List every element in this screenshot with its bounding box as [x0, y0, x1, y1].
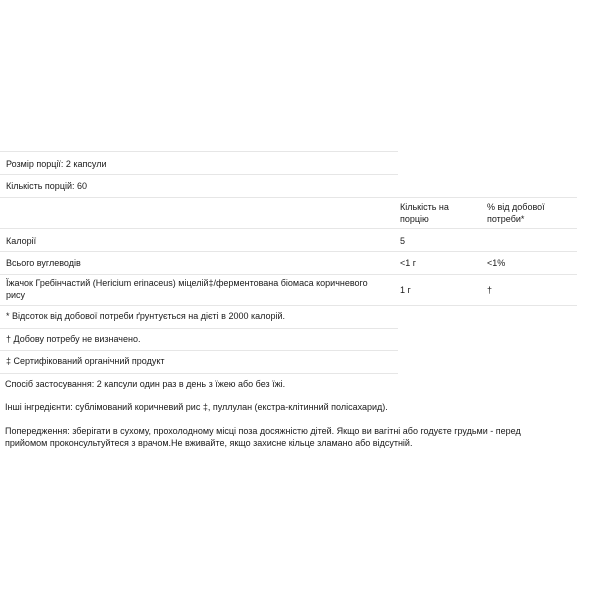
- nutrient-amount: 5: [400, 236, 406, 246]
- servings-count-row: [0, 174, 577, 198]
- footnote-row: [0, 351, 398, 374]
- footnote-row: [0, 329, 398, 351]
- nutrient-row: [0, 229, 577, 252]
- nutrient-amount: 1 г: [400, 285, 411, 295]
- nutrient-name: Їжачок Гребінчастий (Hericium erinaceus) міцелій‡/ферментована біомаса коричневого рису: [6, 278, 368, 300]
- usage-text: Спосіб застосування: 2 капсули один раз в день з їжею або без їжі.: [5, 379, 286, 389]
- facts-header-row: [0, 198, 577, 229]
- nutrient-name: Всього вуглеводів: [6, 258, 81, 268]
- footnote-organic: ‡ Сертифікований органічний продукт: [6, 356, 165, 366]
- nutrient-daily-value: <1%: [487, 258, 506, 268]
- nutrient-amount: <1 г: [400, 258, 417, 268]
- nutrient-name: Калорії: [6, 236, 37, 246]
- footnote-not-established: † Добову потребу не визначено.: [6, 334, 141, 344]
- footnote-row: [0, 306, 398, 329]
- warning-text: Попередження: зберігати в сухому, прохолодному місці поза досяжністю дітей. Якщо ви вагітні або годуєте грудьми - перед прийомом проконсультуйтеся з врачом.Не вживайте, якщо захисне кільце зламано або відсутній.: [5, 426, 521, 448]
- servings-count: Кількість порцій: 60: [6, 181, 88, 191]
- nutrient-daily-value: †: [487, 285, 493, 295]
- footnote-daily-value: * Відсоток від добової потреби ґрунтується на дієті в 2000 калорій.: [6, 311, 286, 321]
- nutrient-row: [0, 252, 577, 275]
- other-ingredients-text: Інші інгредієнти: сублімований коричневий рис ‡, пуллулан (екстра-клітинний полісахарид).: [5, 402, 388, 412]
- serving-size: Розмір порції: 2 капсули: [6, 159, 107, 169]
- daily-value-header: % від добової потреби*: [487, 202, 545, 224]
- nutrient-row: [0, 275, 577, 306]
- serving-size-row: [0, 151, 398, 175]
- amount-header: Кількість на порцію: [400, 202, 449, 224]
